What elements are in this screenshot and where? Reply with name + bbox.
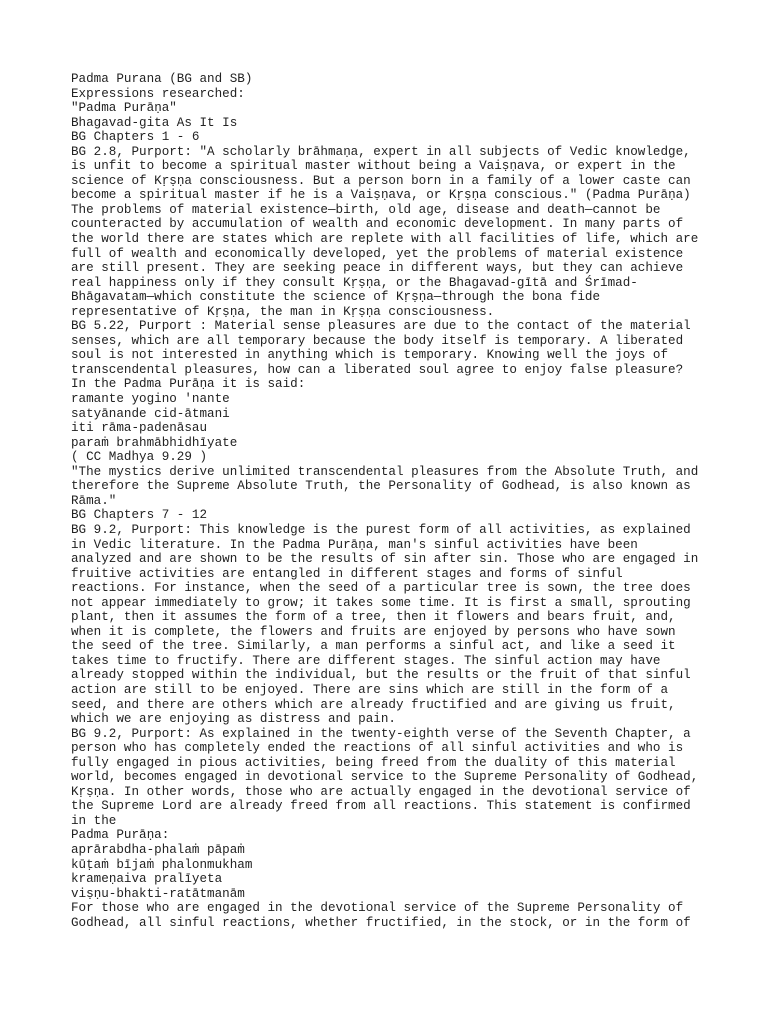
text-line: For those who are engaged in the devotional service of the Supreme Personality of xyxy=(71,901,684,916)
text-line: Padma Purāṇa: xyxy=(71,828,170,843)
text-line: become a spiritual master if he is a Vaiṣṇava, or Kṛṣṇa conscious." (Padma Purāṇa) xyxy=(71,188,691,203)
text-line: Expressions researched: xyxy=(71,86,245,101)
text-line: BG Chapters 7 - 12 xyxy=(71,508,208,523)
text-line: which we are enjoying as distress and pain. xyxy=(71,712,396,727)
text-line: senses, which are all temporary because the body itself is temporary. A liberated xyxy=(71,333,684,348)
text-line: BG 9.2, Purport: As explained in the twenty-eighth verse of the Seventh Chapter, a xyxy=(71,726,691,741)
text-line: takes time to fructify. There are different stages. The sinful action may have xyxy=(71,653,661,668)
text-line: is unfit to become a spiritual master without being a Vaiṣṇava, or expert in the xyxy=(71,159,676,174)
text-line: ( CC Madhya 9.29 ) xyxy=(71,450,208,465)
text-line: The problems of material existence—birth, old age, disease and death—cannot be xyxy=(71,202,661,217)
text-line: person who has completely ended the reactions of all sinful activities and who is xyxy=(71,741,684,756)
text-line: the seed of the tree. Similarly, a man performs a sinful act, and like a seed it xyxy=(71,639,676,654)
text-line: paraṁ brahmābhidhīyate xyxy=(71,435,238,450)
text-line: "Padma Purāṇa" xyxy=(71,101,177,116)
text-line: counteracted by accumulation of wealth and economic development. In many parts of xyxy=(71,217,684,232)
text-line: when it is complete, the flowers and fruits are enjoyed by persons who have sown xyxy=(71,624,676,639)
text-line: seed, and there are others which are already fructified and are giving us fruit, xyxy=(71,697,676,712)
text-line: ramante yogino 'nante xyxy=(71,392,230,407)
text-line: science of Kṛṣṇa consciousness. But a person born in a family of a lower caste can xyxy=(71,173,691,188)
text-line: "The mystics derive unlimited transcendental pleasures from the Absolute Truth, and xyxy=(71,464,699,479)
text-line: BG 2.8, Purport: "A scholarly brāhmaṇa, expert in all subjects of Vedic knowledge, xyxy=(71,144,691,159)
text-line: Godhead, all sinful reactions, whether fructified, in the stock, or in the form of xyxy=(71,915,691,930)
text-line: Rāma." xyxy=(71,493,117,508)
text-line: iti rāma-padenāsau xyxy=(71,421,208,436)
text-line: therefore the Supreme Absolute Truth, the Personality of Godhead, is also known as xyxy=(71,479,691,494)
text-line: kūṭaṁ bījaṁ phalonmukham xyxy=(71,857,253,872)
text-line: action are still to be enjoyed. There are sins which are still in the form of a xyxy=(71,682,669,697)
text-line: aprārabdha-phalaṁ pāpaṁ xyxy=(71,842,245,857)
text-line: already stopped within the individual, but the results or the fruit of that sinful xyxy=(71,668,691,683)
text-line: are still present. They are seeking peace in different ways, but they can achieve xyxy=(71,261,684,276)
text-line: fully engaged in pious activities, being freed from the duality of this material xyxy=(71,755,676,770)
text-line: the Supreme Lord are already freed from all reactions. This statement is confirmed xyxy=(71,799,691,814)
text-line: representative of Kṛṣṇa, the man in Kṛṣṇa consciousness. xyxy=(71,304,495,319)
text-line: BG 9.2, Purport: This knowledge is the purest form of all activities, as explained xyxy=(71,522,691,537)
text-line: viṣṇu-bhakti-ratātmanām xyxy=(71,886,245,901)
text-line: In the Padma Purāṇa it is said: xyxy=(71,377,306,392)
document-body xyxy=(71,72,711,930)
text-line: BG Chapters 1 - 6 xyxy=(71,130,200,145)
text-line: in the xyxy=(71,813,117,828)
text-line: Kṛṣṇa. In other words, those who are actually engaged in the devotional service of xyxy=(71,784,691,799)
text-line: real happiness only if they consult Kṛṣṇa, or the Bhagavad-gītā and Śrīmad- xyxy=(71,275,638,290)
text-line: reactions. For instance, when the seed of a particular tree is sown, the tree does xyxy=(71,581,691,596)
text-line: Padma Purana (BG and SB) xyxy=(71,72,253,86)
text-line: plant, then it assumes the form of a tree, then it flowers and bears fruit, and, xyxy=(71,610,676,625)
text-line: in Vedic literature. In the Padma Purāṇa, man's sinful activities have been xyxy=(71,537,638,552)
text-line: transcendental pleasures, how can a liberated soul agree to enjoy false pleasure? xyxy=(71,362,684,377)
text-line: Bhāgavatam—which constitute the science of Kṛṣṇa—through the bona fide xyxy=(71,290,601,305)
text-line: not appear immediately to grow; it takes some time. It is first a small, sprouting xyxy=(71,595,691,610)
text-line: Bhagavad-gita As It Is xyxy=(71,115,238,130)
text-line: world, becomes engaged in devotional service to the Supreme Personality of Godhead, xyxy=(71,770,699,785)
text-line: krameṇaiva pralīyeta xyxy=(71,872,223,887)
text-line: satyānande cid-ātmani xyxy=(71,406,230,421)
text-line: the world there are states which are replete with all facilities of life, which are xyxy=(71,232,699,247)
text-line: soul is not interested in anything which is temporary. Knowing well the joys of xyxy=(71,348,669,363)
text-line: analyzed and are shown to be the results of sin after sin. Those who are engaged in xyxy=(71,552,699,567)
text-line: fruitive activities are entangled in different stages and forms of sinful xyxy=(71,566,623,581)
text-line: full of wealth and economically developed, yet the problems of material existence xyxy=(71,246,684,261)
text-line: BG 5.22, Purport : Material sense pleasures are due to the contact of the material xyxy=(71,319,691,334)
